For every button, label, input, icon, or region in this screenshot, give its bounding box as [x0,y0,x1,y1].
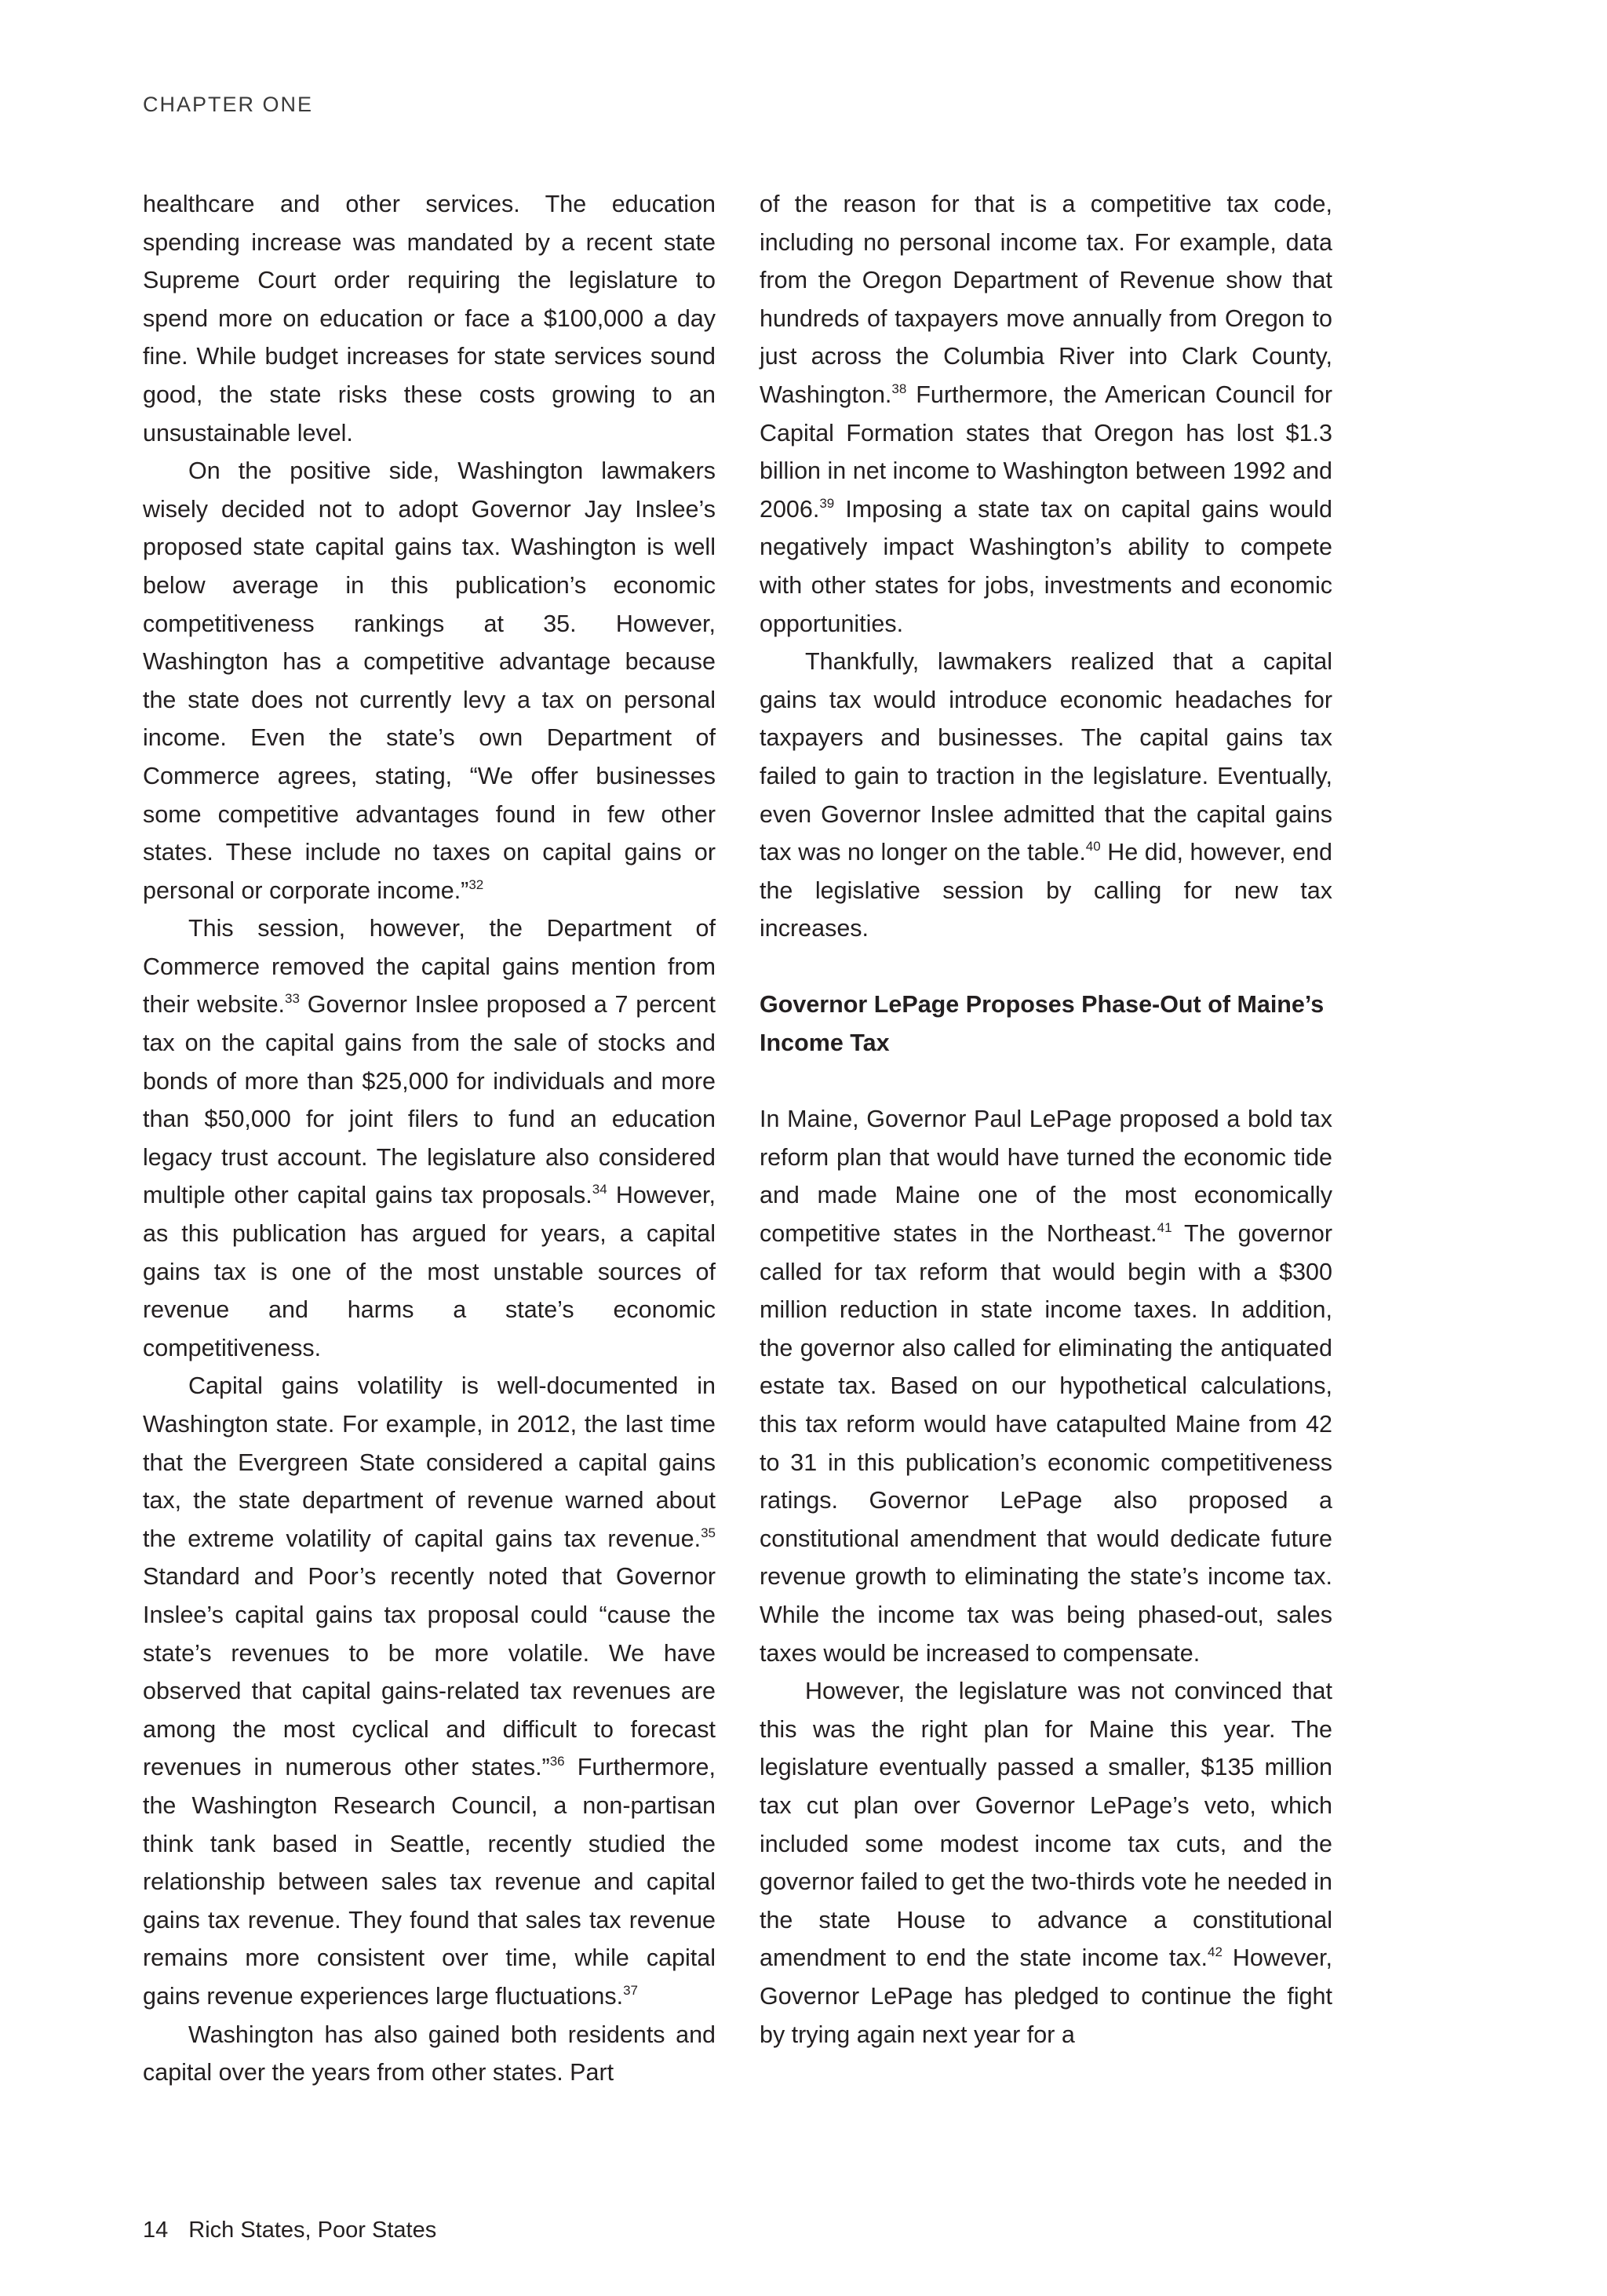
footnote-ref: 33 [285,991,300,1007]
footnote-ref: 41 [1157,1220,1172,1236]
paragraph: Thankfully, lawmakers realized that a capital gains tax would introduce economic headaches for taxpayers and businesses. The capital gains tax failed to gain to traction in the legislature. Eventually, even Governor Inslee admitted that the capital gains tax was no longer on the table.$^{40}$ He did, however, end the legislative session by calling for new tax increases. [760,648,1332,942]
right-column [760,185,1332,2054]
paragraph: This session, however, the Department of Commerce removed the capital gains mention from their website.$^{33}$ Governor Inslee proposed a 7 percent tax on the capital gains from the sale of stocks and bonds of more than $25,000 for individuals and more than $50,000 for joint filers to fund an education legacy trust account. The legislature also considered multiple other capital gains tax proposals.$^{34}$ However, as this publication has argued for years, a capital gains tax is one of the most unstable sources of revenue and harms a state’s economic competitiveness. [143,915,716,1361]
left-column [143,185,716,2092]
section-heading: Governor LePage Proposes Phase-Out of Maine’s Income Tax [760,991,1325,1057]
footnote-ref: 37 [623,1982,638,1998]
footnote-ref: 42 [1208,1944,1223,1960]
paragraph: However, the legislature was not convinced that this was the right plan for Maine this year. The legislature eventually passed a smaller, $135 million tax cut plan over Governor LePage’s veto, which included some modest income tax cuts, and the governor failed to get the two-thirds vote he needed in the state House to advance a constitutional amendment to end the state income tax.$^{42}$ However, Governor LePage has pledged to continue the fight by trying again next year for a [760,1678,1332,2048]
paragraph: Capital gains volatility is well-documented in Washington state. For example, in 2012, the last time that the Evergreen State considered a capital gains tax, the state department of revenue warned about the extreme volatility of capital gains tax revenue.$^{35}$ Standard and Poor’s recently noted that Governor Inslee’s capital gains tax proposal could “cause the state’s revenues to be more volatile. We have observed that capital gains-related tax revenues are among the most cyclical and difficult to forecast revenues in numerous other states.”$^{36}$ Furthermore, the Washington Research Council, a non-partisan think tank based in Seattle, recently studied the relationship between sales tax revenue and capital gains tax revenue. They found that sales tax revenue remains more consistent over time, while capital gains revenue experiences large fluctuations.$^{37}$ [143,1372,716,2010]
footnote-ref: 34 [592,1182,607,1197]
chapter-header: CHAPTER ONE [143,93,314,116]
spacer [760,1062,1332,1101]
footnote-ref: 40 [1085,839,1101,855]
footnote-ref: 39 [819,495,835,511]
footnote-ref: 35 [701,1525,716,1540]
spacer [760,948,1332,986]
paragraph: of the reason for that is a competitive tax code, including no personal income tax. For example, data from the Oregon Department of Revenue show that hundreds of taxpayers move annually from Oregon to just across the Columbia River into Clark County, Washington.$^{38}$ Furthermore, the American Council for Capital Formation states that Oregon has lost $1.3 billion in net income to Washington between 1992 and 2006.39 Imposing a state tax on capital gains would negatively impact Washington’s ability to compete with other states for jobs, investments and economic opportunities. [760,191,1332,637]
page-number: 14 [143,2218,169,2243]
footnote-ref: 32 [468,876,484,892]
publication-title: Rich States, Poor States [188,2218,437,2243]
footnote-ref: 38 [891,381,907,396]
page-footer [143,2218,436,2243]
paragraph: Washington has also gained both residents and capital over the years from other states. Part [143,2021,716,2086]
footnote-ref: 36 [549,1754,565,1769]
paragraph: In Maine, Governor Paul LePage proposed a bold tax reform plan that would have turned the economic tide and made Maine one of the most economically competitive states in the Northeast.$^{41}$ The governor called for tax reform that would begin with a $300 million reduction in state income taxes. In addition, the governor also called for eliminating the antiquated estate tax. Based on our hypothetical calculations, this tax reform would have catapulted Maine from 42 to 31 in this publication’s economic competitiveness ratings. Governor LePage also proposed a constitutional amendment that would dedicate future revenue growth to eliminating the state’s income tax. While the income tax was being phased-out, sales taxes would be increased to compensate. [760,1106,1332,1667]
paragraph: healthcare and other services. The education spending increase was mandated by a recent state Supreme Court order requiring the legislature to spend more on education or face a $100,000 a day fine. While budget increases for state services sound good, the state risks these costs growing to an unsustainable level. [143,191,716,446]
paragraph: On the positive side, Washington lawmakers wisely decided not to adopt Governor Jay Inslee’s proposed state capital gains tax. Washington is well below average in this publication’s economic competitiveness rankings at 35. However, Washington has a competitive advantage because the state does not currently levy a tax on personal income. Even the state’s own Department of Commerce agrees, stating, “We offer businesses some competitive advantages found in few other states. These include no taxes on capital gains or personal or corporate income.”$^{32}$ [143,457,716,904]
